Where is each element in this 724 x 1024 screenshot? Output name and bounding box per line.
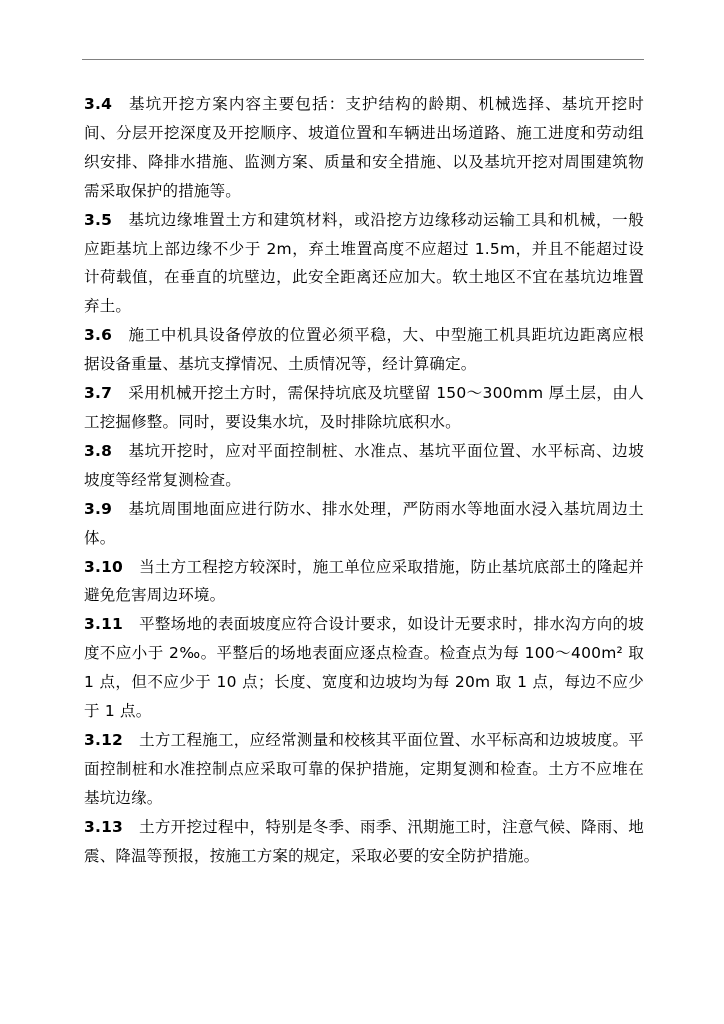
clause-text: 土方工程施工，应经常测量和校核其平面位置、水平标高和边坡坡度。平面控制桩和水准控制点应采取可靠的保护措施，定期复测和检查。土方不应堆在基坑边缘。 — [84, 730, 644, 807]
clause-number: 3.12 — [84, 730, 124, 749]
header-rule — [82, 59, 644, 60]
clause-3-9 — [84, 495, 644, 553]
clause-3-6 — [84, 321, 644, 379]
clause-number: 3.6 — [84, 326, 113, 345]
clause-text: 施工中机具设备停放的位置必须平稳，大、中型施工机具距坑边距离应根据设备重量、基坑支撑情况、土质情况等，经计算确定。 — [84, 326, 644, 374]
clause-3-5 — [84, 206, 644, 322]
clause-number: 3.10 — [84, 557, 124, 576]
clause-number: 3.13 — [84, 817, 124, 836]
clause-number: 3.5 — [84, 210, 113, 229]
clause-3-13 — [84, 813, 644, 871]
clause-number: 3.9 — [84, 499, 113, 518]
clause-text: 基坑边缘堆置土方和建筑材料，或沿挖方边缘移动运输工具和机械，一般应距基坑上部边缘不少于 2m，弃土堆置高度不应超过 1.5m，并且不能超过设计荷载值，在垂直的坑壁边，此安全距离还应加大。软土地区不宜在基坑边堆置弃土。 — [84, 210, 644, 316]
clause-3-10 — [84, 553, 644, 611]
clause-3-11 — [84, 610, 644, 726]
clause-3-7 — [84, 379, 644, 437]
clause-text: 当土方工程挖方较深时，施工单位应采取措施，防止基坑底部土的隆起并避免危害周边环境。 — [84, 557, 644, 605]
clause-number: 3.4 — [84, 95, 113, 113]
clause-number: 3.7 — [84, 384, 113, 403]
document-body — [84, 90, 644, 870]
clause-text: 平整场地的表面坡度应符合设计要求，如设计无要求时，排水沟方向的坡度不应小于 2‰。平整后的场地表面应逐点检查。检查点为每 100～400m² 取 1 点，但不应少于 10 点；长度、宽度和边坡均为每 20m 取 1 点，每边不应少于 1 点。 — [84, 615, 644, 721]
clause-number: 3.8 — [84, 441, 113, 460]
clause-number: 3.11 — [84, 615, 124, 634]
clause-text: 基坑开挖方案内容主要包括：支护结构的龄期、机械选择、基坑开挖时间、分层开挖深度及开挖顺序、坡道位置和车辆进出场道路、施工进度和劳动组织安排、降排水措施、监测方案、质量和安全措施、以及基坑开挖对周围建筑物需采取保护的措施等。 — [84, 95, 644, 200]
clause-3-8 — [84, 437, 644, 495]
clause-3-12 — [84, 726, 644, 813]
clause-text: 基坑开挖时，应对平面控制桩、水准点、基坑平面位置、水平标高、边坡坡度等经常复测检查。 — [84, 441, 644, 489]
clause-3-4 — [84, 90, 644, 206]
clause-text: 基坑周围地面应进行防水、排水处理，严防雨水等地面水浸入基坑周边土体。 — [84, 499, 644, 547]
clause-text: 土方开挖过程中，特别是冬季、雨季、汛期施工时，注意气候、降雨、地震、降温等预报，按施工方案的规定，采取必要的安全防护措施。 — [84, 817, 644, 865]
clause-text: 采用机械开挖土方时，需保持坑底及坑壁留 150～300mm 厚土层，由人工挖掘修整。同时，要设集水坑，及时排除坑底积水。 — [84, 384, 644, 431]
